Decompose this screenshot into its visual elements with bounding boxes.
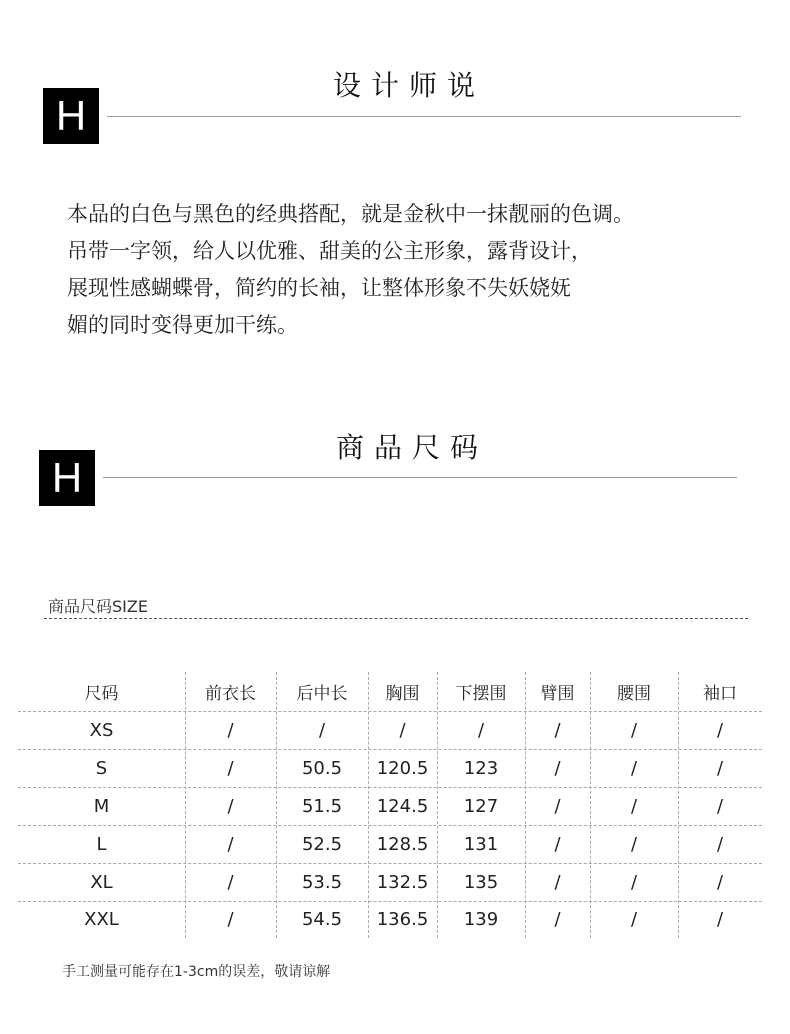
table-cell: / <box>227 909 234 930</box>
table-cell: / <box>630 719 638 741</box>
table-cell: / <box>630 795 638 817</box>
table-cell: / <box>554 795 561 817</box>
table-cell: / <box>716 757 724 779</box>
table-cell: / <box>554 909 561 930</box>
table-cell: 52.5 <box>301 833 343 855</box>
table-cell: / <box>716 833 724 855</box>
table-cell: / <box>630 757 638 779</box>
size-table <box>18 672 762 938</box>
table-header-cell: 袖口 <box>703 684 737 704</box>
table-cell: / <box>630 909 638 930</box>
table-cell: 53.5 <box>301 871 343 893</box>
description-line-4: 媚的同时变得更加干练。 <box>67 313 298 337</box>
description-line-1: 本品的白色与黑色的经典搭配，就是金秋中一抹靓丽的色调。 <box>67 202 634 226</box>
table-header-cell: 前衣长 <box>205 684 256 704</box>
table-cell: / <box>477 719 485 741</box>
table-header-cell: 腰围 <box>617 684 651 704</box>
table-cell: 128.5 <box>376 833 429 855</box>
table-cell: / <box>716 795 724 817</box>
table-cell: / <box>318 719 326 741</box>
table-cell: / <box>554 833 561 855</box>
table-header-cell: 尺码 <box>84 684 119 704</box>
table-header-cell: 胸围 <box>385 684 420 704</box>
section-h-icon: H <box>39 450 95 506</box>
table-header-cell: 下摆围 <box>455 684 507 704</box>
size-section-title: 商品尺码 <box>336 431 489 464</box>
table-cell: 51.5 <box>301 795 343 817</box>
table-cell: 50.5 <box>301 757 343 779</box>
table-cell: 131 <box>463 833 499 855</box>
table-cell: / <box>554 719 561 741</box>
table-cell: 132.5 <box>376 871 429 893</box>
table-cell: / <box>227 795 234 817</box>
section-h-icon: H <box>43 88 99 144</box>
table-header-cell: 后中长 <box>296 684 348 704</box>
table-cell: XXL <box>84 909 119 930</box>
section-divider <box>103 477 737 478</box>
table-cell: 124.5 <box>376 795 429 817</box>
table-cell: / <box>227 757 234 779</box>
measurement-note: 手工测量可能存在1-3cm的误差，敬请谅解 <box>62 964 331 980</box>
table-cell: 135 <box>463 871 499 893</box>
table-cell: L <box>96 833 107 855</box>
table-cell: / <box>716 909 724 930</box>
table-cell: 127 <box>463 795 499 817</box>
table-cell: / <box>227 719 234 741</box>
table-cell: 139 <box>463 909 499 930</box>
table-cell: / <box>554 871 561 893</box>
table-cell: S <box>95 757 108 779</box>
table-cell: / <box>716 871 724 893</box>
table-cell: 54.5 <box>301 909 343 930</box>
table-cell: / <box>227 871 234 893</box>
table-cell: / <box>716 719 724 741</box>
table-cell: 120.5 <box>376 757 429 779</box>
designer-notes-title: 设计师说 <box>333 69 486 102</box>
table-cell: / <box>630 871 638 893</box>
table-cell: / <box>399 719 406 741</box>
description-line-3: 展现性感蝴蝶骨，简约的长袖，让整体形象不失妖娆妩 <box>67 276 571 300</box>
section-divider <box>107 116 741 117</box>
table-cell: XL <box>90 871 113 893</box>
table-cell: XS <box>89 719 114 741</box>
table-cell: 123 <box>463 757 499 779</box>
size-label: 商品尺码SIZE <box>48 597 148 616</box>
table-cell: / <box>554 757 561 779</box>
table-cell: / <box>630 833 638 855</box>
description-line-2: 吊带一字领，给人以优雅、甜美的公主形象，露背设计， <box>67 239 592 263</box>
table-header-cell: 臂围 <box>540 684 575 704</box>
table-cell: / <box>227 833 234 855</box>
size-label-divider <box>44 618 748 619</box>
table-cell: M <box>93 795 110 817</box>
table-cell: 136.5 <box>376 909 429 930</box>
